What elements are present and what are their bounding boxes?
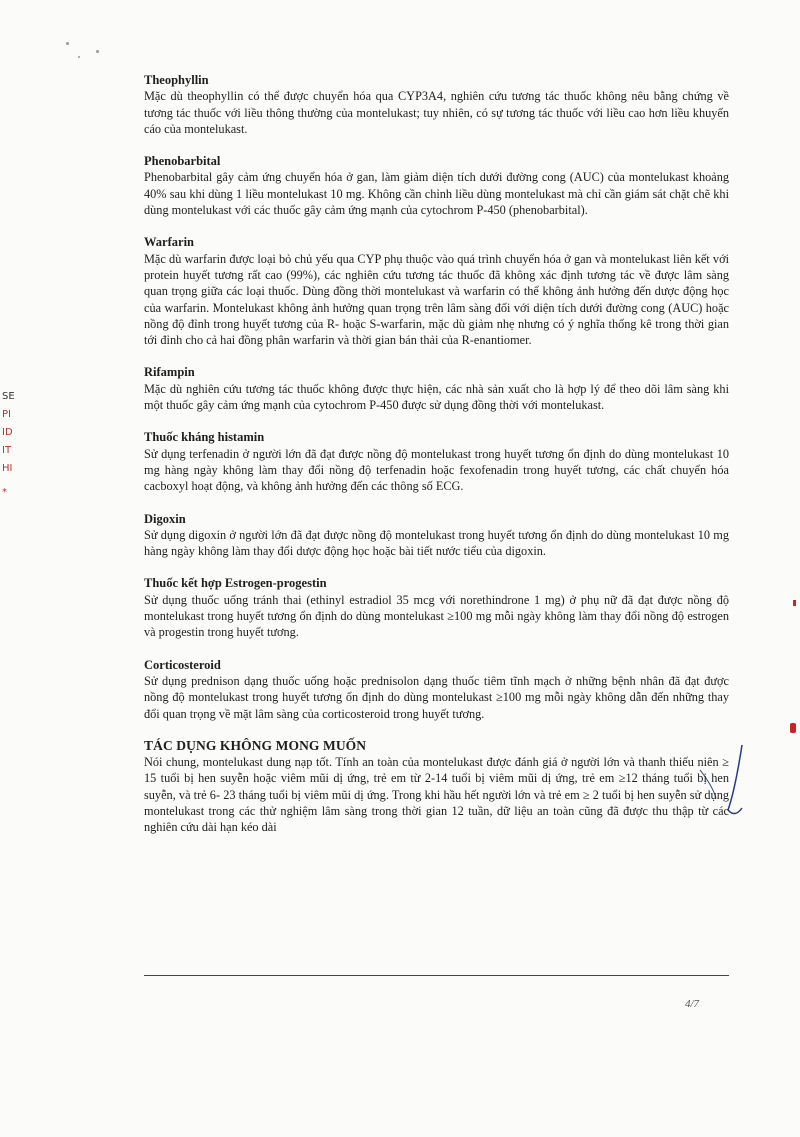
margin-mark: PI bbox=[2, 409, 11, 420]
section-antihistamine bbox=[144, 429, 729, 494]
section-heading: TÁC DỤNG KHÔNG MONG MUỐN bbox=[144, 737, 367, 753]
section-corticosteroid bbox=[144, 657, 729, 722]
section-body: Nói chung, montelukast dung nạp tốt. Tính an toàn của montelukast được đánh giá ở người lớn và thanh thiếu niên ≥ 15 tuổi bị hen suyễn hoặc viêm mũi dị ứng, trẻ em từ 2-14 tuổi bị viêm mũi dị ứng, trẻ em ≥12 tháng tuổi bị hen suyễn, và trẻ 6- 23 tháng tuổi bị viêm mũi dị ứng. Trong khi hầu hết người lớn và trẻ em ≥ 2 tuổi bị hen suyễn sử dụng montelukast trong các thử nghiệm lâm sàng trong thời gian 12 tuần, dữ liệu an toàn cũng đã được thu thập từ các nghiên cứu dài hạn kéo dài bbox=[144, 755, 729, 835]
margin-mark: HI bbox=[2, 463, 13, 474]
section-heading: Phenobarbital bbox=[144, 154, 221, 169]
section-rifampin bbox=[144, 364, 729, 413]
section-body: Sử dụng digoxin ở người lớn đã đạt được nồng độ montelukast trong huyết tương ổn định do dùng montelukast 10 mg hàng ngày không làm thay đổi dược động học hoặc bài tiết nước tiểu của digoxin. bbox=[144, 527, 729, 559]
section-body: Mặc dù warfarin được loại bỏ chủ yếu qua CYP phụ thuộc vào quá trình chuyển hóa ở gan và montelukast liên kết với protein huyết tương rất cao (99%), các nghiên cứu tương tác thuốc đã không xác định tương tác về được lâm sàng quan trọng giữa các loại thuốc. Dùng đồng thời montelukast và warfarin có thể không ảnh hưởng đến dược động học của warfarin. Montelukast không ảnh hưởng quan trọng trên lâm sàng đối với diện tích dưới đường cong (AUC) hoặc nồng độ đỉnh trong huyết tương của R- hoặc S-warfarin, mặc dù giảm nhẹ nhưng có ý nghĩa thống kê trong thời gian tới đỉnh cho cả hai đồng phân warfarin và thời gian bán thải của R-enantiomer. bbox=[144, 251, 729, 348]
section-body: Mặc dù nghiên cứu tương tác thuốc không được thực hiện, các nhà sản xuất cho là hợp lý để theo dõi lâm sàng khi một thuốc gây cảm ứng mạnh của cytochrom P-450 được sử dụng đồng thời với montelukast. bbox=[144, 381, 729, 413]
scan-speck bbox=[66, 42, 69, 45]
scan-speck bbox=[96, 50, 99, 53]
section-warfarin bbox=[144, 234, 729, 348]
section-heading: Warfarin bbox=[144, 235, 194, 250]
section-body: Phenobarbital gây cảm ứng chuyển hóa ở gan, làm giảm diện tích dưới đường cong (AUC) của montelukast khoảng 40% sau khi dùng 1 liều montelukast 10 mg. Không cần chỉnh liều dùng montelukast mà chỉ cần giám sát chặt chẽ khi dùng montelukast với các thuốc gây cảm ứng mạnh của cytochrom P-450 (phenobarbital). bbox=[144, 170, 729, 218]
margin-mark: ID bbox=[2, 427, 13, 438]
section-body: Sử dụng prednison dạng thuốc uống hoặc prednisolon dạng thuốc tiêm tĩnh mạch ở những bệnh nhân đã đạt được nồng độ montelukast trong huyết tương ổn định do dùng montelukast ≥100 mg mỗi ngày không dẫn đến những thay đổi quan trọng về mặt lâm sàng của corticosteroid trong huyết tương. bbox=[144, 673, 729, 721]
footer-rule bbox=[144, 975, 729, 976]
section-estrogen-progestin bbox=[144, 575, 729, 640]
section-heading: Corticosteroid bbox=[144, 657, 221, 672]
section-heading: Digoxin bbox=[144, 511, 186, 526]
scan-speck bbox=[78, 56, 80, 58]
section-heading: Thuốc kết hợp Estrogen-progestin bbox=[144, 576, 327, 591]
margin-mark: IT bbox=[2, 445, 12, 456]
section-theophyllin bbox=[144, 72, 729, 137]
section-body: Sử dụng terfenadin ở người lớn đã đạt được nồng độ montelukast trong huyết tương ổn định do dùng montelukast 10 mg hàng ngày không làm thay đổi nồng độ terfenadin hoặc fexofenadin trong huyết tương, các chất chuyển hóa cacboxyl hoạt động, và không ảnh hưởng đến các thông số ECG. bbox=[144, 446, 729, 494]
page-number: 4/7 bbox=[685, 998, 700, 1010]
section-heading: Theophyllin bbox=[144, 73, 209, 87]
section-body: Sử dụng thuốc uống tránh thai (ethinyl estradiol 35 mcg với norethindrone 1 mg) ở phụ nữ đã đạt được nồng độ montelukast trong huyết tương ổn định do dùng montelukast ≥100 mg mỗi ngày không làm thay đổi nồng độ estrogen và progestin trong huyết tương. bbox=[144, 592, 729, 640]
section-body: Mặc dù theophyllin có thể được chuyển hóa qua CYP3A4, nghiên cứu tương tác thuốc không nêu bằng chứng về tương tác thuốc với liều thông thường của montelukast; tuy nhiên, có sự tương tác thuốc với liều cao hơn liều khuyến cáo của montelukast. bbox=[144, 89, 729, 136]
margin-mark: SE bbox=[2, 391, 15, 402]
section-adverse-effects bbox=[144, 738, 729, 836]
section-heading: Thuốc kháng histamin bbox=[144, 430, 265, 445]
margin-red-mark bbox=[793, 600, 796, 606]
section-digoxin bbox=[144, 511, 729, 560]
section-heading: Rifampin bbox=[144, 365, 195, 380]
section-phenobarbital bbox=[144, 153, 729, 218]
margin-red-mark bbox=[790, 723, 796, 733]
margin-stamp-fragments bbox=[2, 388, 28, 502]
margin-mark: * bbox=[2, 487, 7, 498]
document-page bbox=[144, 72, 729, 852]
